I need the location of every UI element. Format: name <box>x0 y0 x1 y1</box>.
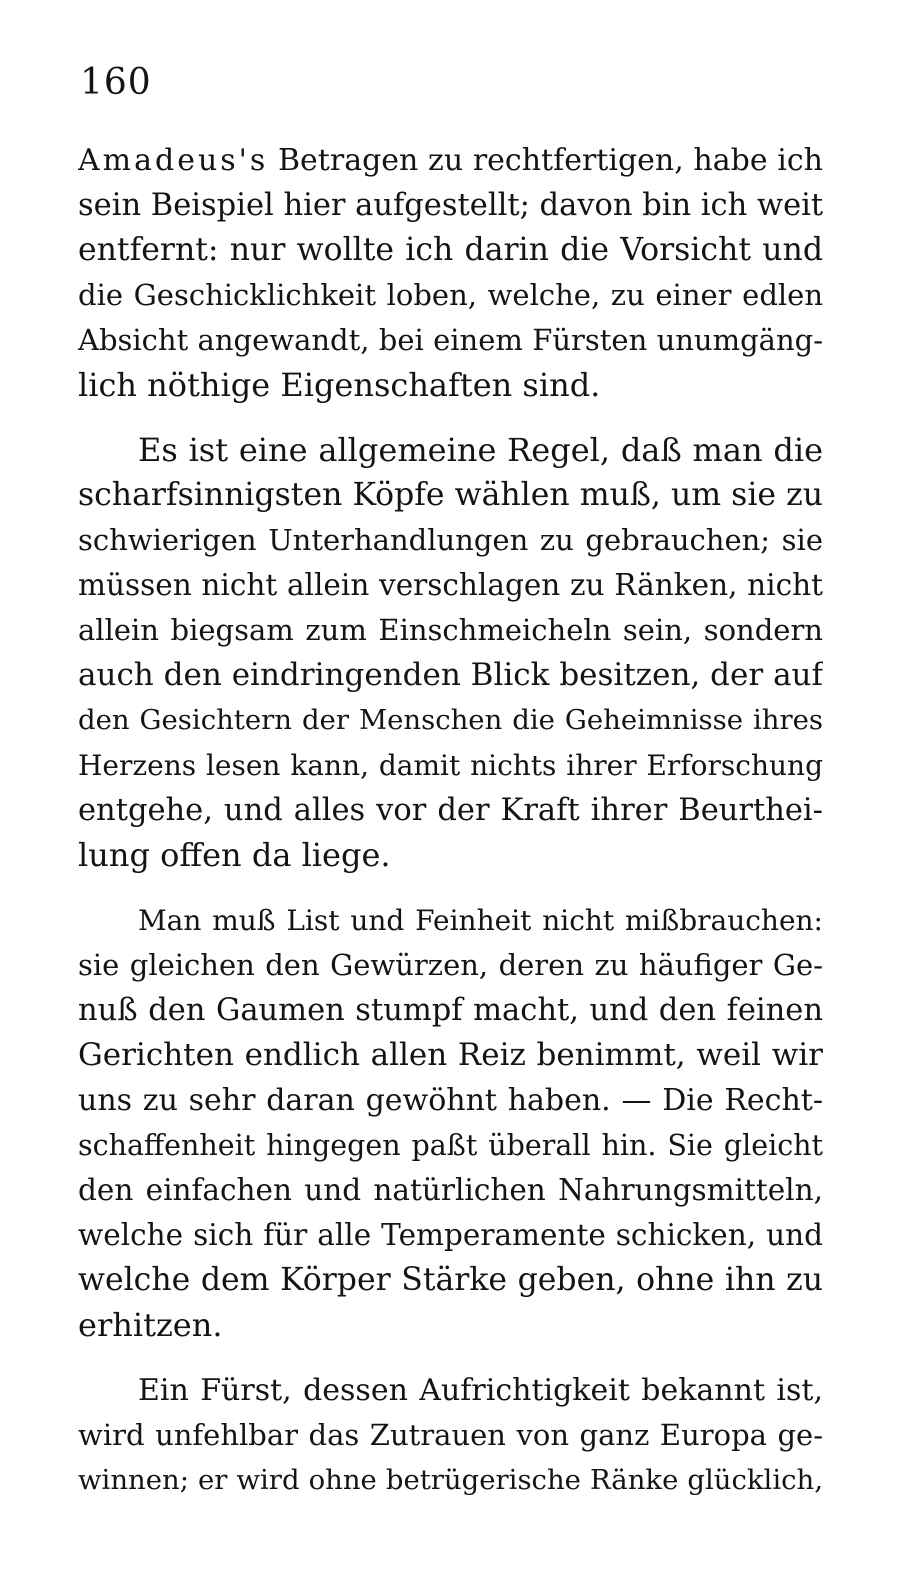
text-line: entfernt: nur wollte ich darin die Vorsicht und <box>78 232 823 268</box>
paragraph <box>78 138 823 408</box>
text-line: schwierigen Unterhandlungen zu gebrauchen; sie <box>78 523 823 557</box>
emphasized-name: Amadeus's <box>78 143 269 178</box>
text-line: welche dem Körper Stärke geben, ohne ihn zu <box>78 1262 823 1298</box>
text-line: Gerichten endlich allen Reiz benimmt, weil wir <box>78 1037 823 1073</box>
text-line: schaffenheit hingegen paßt überall hin. Sie gleicht <box>78 1129 823 1162</box>
body-text <box>78 138 823 1503</box>
text-line: uns zu sehr daran gewöhnt haben. — Die Recht- <box>78 1083 823 1118</box>
text-line: allein biegsam zum Einschmeicheln sein, sondern <box>78 613 823 647</box>
page-number: 160 <box>80 62 152 103</box>
text-line: die Geschicklichkeit loben, welche, zu einer edlen <box>78 278 823 312</box>
text-line: nuß den Gaumen stumpf macht, und den feinen <box>78 993 823 1028</box>
text-line: lich nöthige Eigenschaften sind. <box>78 366 601 404</box>
text-line: winnen; er wird ohne betrügerische Ränke glücklich, <box>78 1464 823 1496</box>
paragraph <box>78 898 823 1348</box>
text-line: müssen nicht allein verschlagen zu Ränken, nicht <box>78 568 823 602</box>
text-line: den einfachen und natürlichen Nahrungsmitteln, <box>78 1173 823 1207</box>
text-line: den Gesichtern der Menschen die Geheimnisse ihres <box>78 704 823 736</box>
text-line: auch den eindringenden Blick besitzen, der auf <box>78 657 823 693</box>
text-line: sein Beispiel hier aufgestellt; davon bin ich weit <box>78 188 823 223</box>
text-line: sie gleichen den Gewürzen, deren zu häufiger Ge- <box>78 948 823 982</box>
text-line: wird unfehlbar das Zutrauen von ganz Europa ge- <box>78 1418 823 1452</box>
paragraph <box>78 1368 823 1503</box>
text-line: erhitzen. <box>78 1306 223 1344</box>
text-line: lung offen da liege. <box>78 836 391 874</box>
text-line: Es ist eine allgemeine Regel, daß man die <box>138 431 823 469</box>
text-line: Absicht angewandt, bei einem Fürsten unumgäng- <box>78 323 823 357</box>
text-line: Man muß List und Feinheit nicht mißbrauchen: <box>138 904 823 937</box>
text-line: entgehe, und alles vor der Kraft ihrer Beurthei- <box>78 793 823 828</box>
paragraph <box>78 428 823 878</box>
text-line: Ein Fürst, dessen Aufrichtigkeit bekannt ist, <box>138 1373 823 1408</box>
text-line: scharfsinnigsten Köpfe wählen muß, um sie zu <box>78 477 823 513</box>
text-line: Herzens lesen kann, damit nichts ihrer Erforschung <box>78 749 823 782</box>
text-line: welche sich für alle Temperamente schicken, und <box>78 1218 823 1252</box>
text-line: Amadeus's Betragen zu rechtfertigen, habe ich <box>78 143 823 178</box>
